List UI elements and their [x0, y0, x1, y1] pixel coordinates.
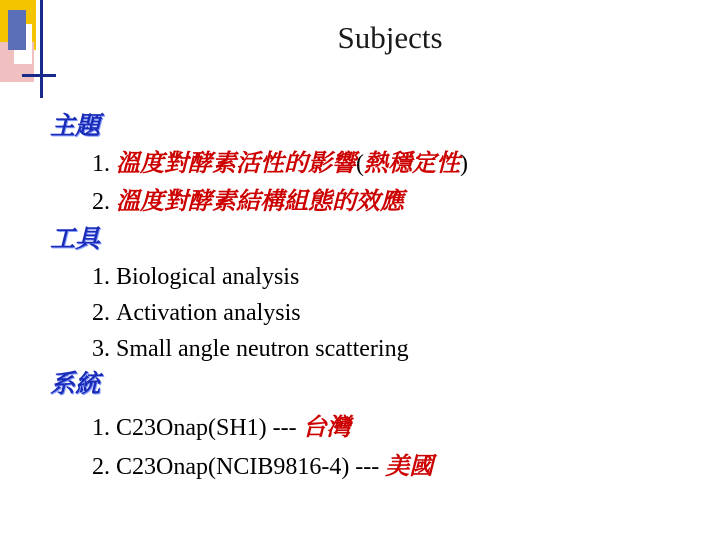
item-number: 2. — [92, 454, 110, 480]
item-number: 1. — [92, 264, 110, 290]
item-number: 2. — [92, 300, 110, 326]
section-heading-subjects: 主題 — [50, 113, 101, 140]
item-country: 台灣 — [302, 412, 351, 441]
list-item — [92, 186, 404, 217]
item-text: 溫度對酵素活性的影響 — [116, 148, 356, 177]
corner-deco-horizontal-line — [22, 74, 56, 77]
item-number: 3. — [92, 336, 110, 362]
list-item — [92, 412, 351, 443]
item-text: Small angle neutron scattering — [116, 336, 409, 362]
list-item — [92, 262, 299, 292]
item-text: C23Onap(SH1) --- — [116, 415, 297, 441]
list-item — [92, 451, 433, 482]
section-heading-systems: 系統 — [50, 371, 101, 398]
item-paren-close: ) — [460, 151, 468, 177]
list-item — [92, 298, 301, 328]
list-item — [92, 148, 468, 179]
item-number: 1. — [92, 151, 110, 177]
item-text-2: 熱穩定性 — [364, 148, 460, 177]
list-item — [92, 334, 409, 364]
item-text: Activation analysis — [116, 300, 301, 326]
item-text: Biological analysis — [116, 264, 300, 290]
slide-title: Subjects — [337, 20, 443, 55]
item-text: 溫度對酵素結構組態的效應 — [116, 186, 404, 215]
corner-deco-vertical-line — [40, 0, 43, 98]
item-number: 1. — [92, 415, 110, 441]
item-text: C23Onap(NCIB9816-4) --- — [116, 454, 380, 480]
corner-deco-blue — [8, 10, 26, 50]
item-country: 美國 — [385, 451, 434, 480]
item-paren-open: ( — [356, 151, 364, 177]
item-number: 2. — [92, 189, 110, 215]
section-heading-tools: 工具 — [50, 226, 101, 253]
